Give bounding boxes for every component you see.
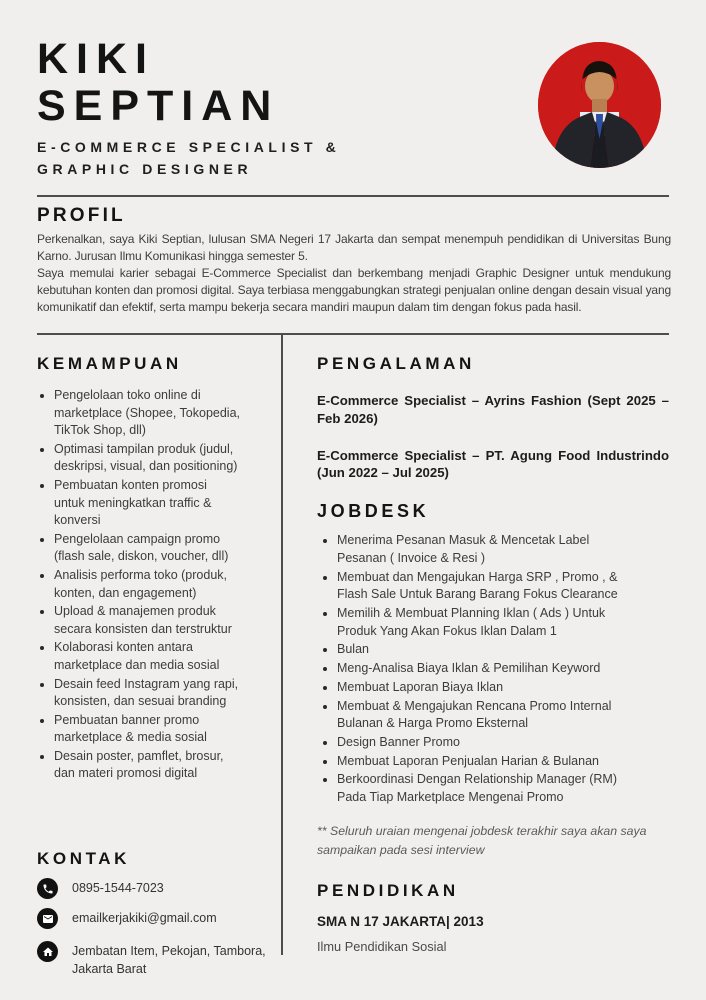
- kemampuan-list: [37, 387, 240, 783]
- phone-icon: [37, 878, 58, 899]
- profil-paragraph-1: Perkenalkan, saya Kiki Septian, lulusan SMA Negeri 17 Jakarta dan sempat menempuh pendidikan di Universitas Bung Karno. Jurusan Ilmu Komunikasi hingga semester 5.: [37, 232, 671, 263]
- section-heading-kontak: KONTAK: [37, 849, 131, 868]
- list-item: • Analisis performa toko (produk, konten, dan engagement): [54, 567, 240, 602]
- page-title: [37, 36, 279, 130]
- portrait-photo: [538, 42, 661, 168]
- list-item: • Design Banner Promo: [337, 734, 637, 752]
- right-column: [317, 354, 669, 860]
- pengalaman-list: [317, 392, 669, 482]
- section-heading-profil: PROFIL: [37, 205, 126, 226]
- home-address: Jembatan Item, Pekojan, Tambora, Jakarta Barat: [72, 944, 266, 976]
- job-title: [37, 136, 340, 180]
- job-title-line-2: GRAPHIC DESIGNER: [37, 161, 253, 177]
- phone-number: 0895-1544-7023: [72, 881, 164, 895]
- section-heading-pendidikan: PENDIDIKAN: [317, 881, 459, 900]
- list-item: • Membuat dan Mengajukan Harga SRP , Promo , & Flash Sale Untuk Barang Barang Fokus Clearance: [337, 569, 637, 604]
- list-item: • Kolaborasi konten antara marketplace dan media sosial: [54, 639, 240, 674]
- section-heading-jobdesk: JOBDESK: [317, 501, 430, 522]
- list-item: • Berkoordinasi Dengan Relationship Manager (RM) Pada Tiap Marketplace Mengenai Promo: [337, 771, 637, 806]
- section-heading-pengalaman: PENGALAMAN: [317, 354, 475, 373]
- name-line-2: SEPTIAN: [37, 82, 280, 130]
- profil-paragraph-2: Saya memulai karier sebagai E-Commerce Specialist dan berkembang menjadi Graphic Designer untuk mendukung kebutuhan konten dan promosi digital. Saya terbiasa menggabungkan strategi penjualan online dengan desain visual yang komunikatif dan efektif, serta mampu bekerja secara mandiri maupun dalam tim dengan fokus pada hasil.: [37, 266, 671, 314]
- jobdesk-list: [317, 532, 637, 807]
- school-major: Ilmu Pendidikan Sosial: [317, 939, 447, 954]
- column-divider: [281, 333, 283, 955]
- experience-item: E-Commerce Specialist – PT. Agung Food Industrindo (Jun 2022 – Jul 2025): [317, 447, 669, 481]
- list-item: • Pembuatan banner promo marketplace & media sosial: [54, 712, 240, 747]
- list-item: • Pengelolaan campaign promo (flash sale, diskon, voucher, dll): [54, 531, 240, 566]
- list-item: • Memilih & Membuat Planning Iklan ( Ads ) Untuk Produk Yang Akan Fokus Iklan Dalam 1: [337, 605, 637, 640]
- list-item: • Meng-Analisa Biaya Iklan & Pemilihan Keyword: [337, 660, 637, 678]
- header-divider: [37, 195, 669, 197]
- list-item: • Membuat Laporan Biaya Iklan: [337, 679, 637, 697]
- list-item: • Pengelolaan toko online di marketplace (Shopee, Tokopedia, TikTok Shop, dll): [54, 387, 240, 440]
- email-address: emailkerjakiki@gmail.com: [72, 911, 217, 925]
- list-item: • Menerima Pesanan Masuk & Mencetak Label Pesanan ( Invoice & Resi ): [337, 532, 637, 567]
- section-kemampuan: [37, 354, 263, 784]
- contact-row-phone: [37, 878, 281, 899]
- section-divider: [37, 333, 669, 335]
- list-item: • Membuat & Mengajukan Rencana Promo Internal Bulanan & Harga Promo Eksternal: [337, 698, 637, 733]
- list-item: • Desain feed Instagram yang rapi, konsisten, dan sesuai branding: [54, 676, 240, 711]
- section-heading-kemampuan: KEMAMPUAN: [37, 354, 182, 373]
- jobdesk-note: ** Seluruh uraian mengenai jobdesk terakhir saya akan saya sampaikan pada sesi interview: [317, 823, 647, 857]
- list-item: • Membuat Laporan Penjualan Harian & Bulanan: [337, 753, 637, 771]
- name-line-1: KIKI: [37, 35, 155, 83]
- section-kontak: [37, 849, 281, 978]
- mail-icon: [37, 908, 58, 929]
- contact-row-address: [37, 941, 281, 978]
- list-item: • Optimasi tampilan produk (judul, deskripsi, visual, dan positioning): [54, 441, 240, 476]
- contact-row-email: [37, 908, 281, 929]
- profile-photo: [538, 42, 661, 168]
- list-item: • Bulan: [337, 641, 637, 659]
- home-icon: [37, 941, 58, 962]
- experience-item: E-Commerce Specialist – Ayrins Fashion (Sept 2025 – Feb 2026): [317, 393, 669, 426]
- list-item: • Desain poster, pamflet, brosur, dan materi promosi digital: [54, 748, 240, 783]
- school-name: SMA N 17 JAKARTA| 2013: [317, 914, 484, 929]
- section-pendidikan: [317, 881, 669, 954]
- list-item: • Pembuatan konten promosi untuk meningkatkan traffic & konversi: [54, 477, 240, 530]
- profil-text: [37, 231, 671, 316]
- list-item: • Upload & manajemen produk secara konsisten dan terstruktur: [54, 603, 240, 638]
- job-title-line-1: E-COMMERCE SPECIALIST &: [37, 139, 341, 155]
